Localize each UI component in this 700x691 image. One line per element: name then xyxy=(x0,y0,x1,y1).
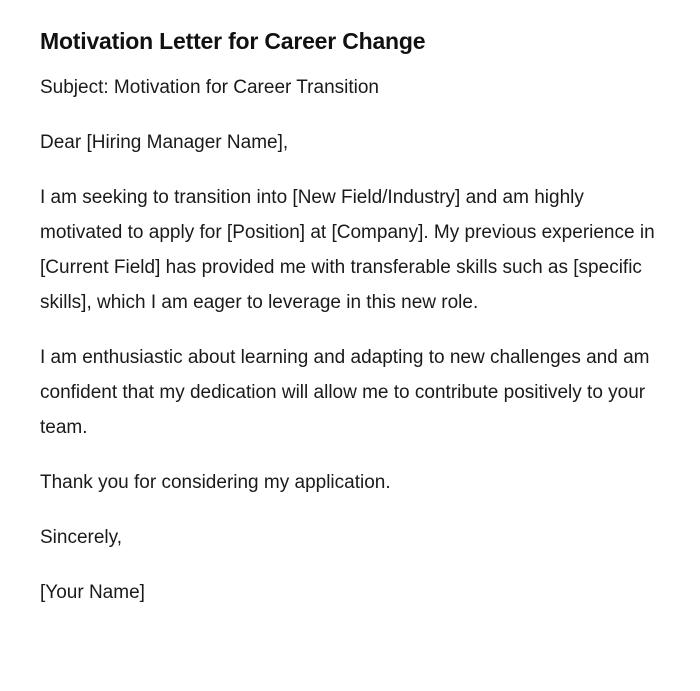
letter-salutation: Dear [Hiring Manager Name], xyxy=(40,132,289,153)
letter-closing: Sincerely, xyxy=(40,527,123,548)
body-paragraph-2: I am enthusiastic about learning and adapting to new challenges and am confident that my dedication will allow me to contribute positively to your team. xyxy=(40,347,650,438)
body-paragraph-1: I am seeking to transition into [New Field/Industry] and am highly motivated to apply for [Position] at [Company]. My previous experience in [Current Field] has provided me with transferable skills such as [specific skills], which I am eager to leverage in this new role. xyxy=(40,187,655,313)
letter-title: Motivation Letter for Career Change xyxy=(40,28,426,54)
letter-document xyxy=(40,24,660,630)
letter-signature: [Your Name] xyxy=(40,582,145,603)
body-paragraph-3: Thank you for considering my application. xyxy=(40,472,391,493)
letter-subject: Subject: Motivation for Career Transition xyxy=(40,77,379,98)
